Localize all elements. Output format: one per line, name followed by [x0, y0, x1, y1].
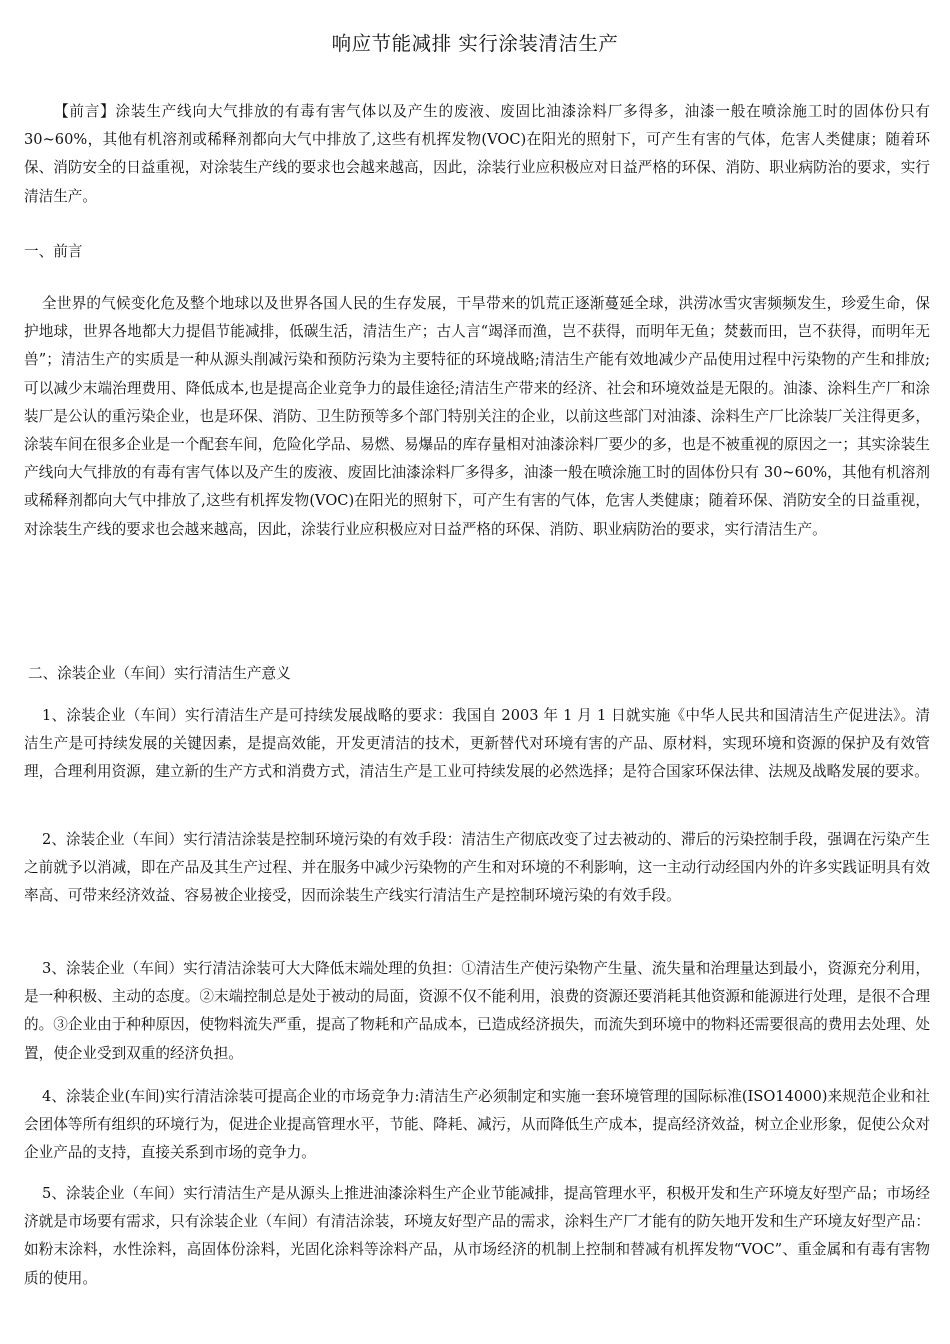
list-item: 2、涂装企业（车间）实行清洁涂装是控制环境污染的有效手段：清洁生产彻底改变了过去被动的、滞后的污染控制手段，强调在污染产生之前就予以消减，即在产品及其生产过程、并在服务中减少污染物的产生和对环境的不利影响，这一主动行动经国内外的许多实践证明具有效率高、可带来经济效益、容易被企业接受，因而涂装生产线实行清洁生产是控制环境污染的有效手段。 [24, 831, 930, 905]
list-item: 5、涂装企业（车间）实行清洁生产是从源头上推进油漆涂料生产企业节能减排，提高管理水平，积极开发和生产环境友好型产品；市场经济就是市场要有需求，只有涂装企业（车间）有清洁涂装，环境友好型产品的需求，涂料生产厂才能有的防矢地开发和生产环境友好型产品：如粉末涂料，水性涂料，高固体份涂料，光固化涂料等涂料产品，从市场经济的机制上控制和替减有机挥发物“VOC”、重金属和有毒有害物质的使用。 [24, 1185, 930, 1287]
list-item: 1、涂装企业（车间）实行清洁生产是可持续发展战略的要求：我国自 2003 年 1 月 1 日就实施《中华人民共和国清洁生产促进法》。清洁生产是可持续发展的关键因素，是提高效能，开发更清洁的技术，更新替代对环境有害的产品、原材料，实现环境和资源的保护及有效管理，合理利用资源，建立新的生产方式和消费方式，清洁生产是工业可持续发展的必然选择；是符合国家环保法律、法规及战略发展的要求。 [24, 707, 930, 781]
preface-label: 【前言】 [54, 103, 116, 120]
list-item: 3、涂装企业（车间）实行清洁涂装可大大降低末端处理的负担：①清洁生产使污染物产生量、流失量和治理量达到最小，资源充分利用，是一种积极、主动的态度。②末端控制总是处于被动的局面，资源不仅不能利用，浪费的资源还要消耗其他资源和能源进行处理，是很不合理的。③企业由于种种原因，使物料流失严重，提高了物耗和产品成本，已造成经济损失，而流失到环境中的物料还需要很高的费用去处理、处置，使企业受到双重的经济负担。 [24, 960, 930, 1062]
document-title: 响应节能减排 实行涂装清洁生产 [331, 32, 619, 55]
section-1-body: 全世界的气候变化危及整个地球以及世界各国人民的生存发展，干旱带来的饥荒正逐渐蔓延全球，洪涝冰雪灾害频频发生，珍爱生命，保护地球，世界各地都大力提倡节能减排，低碳生活，清洁生产；古人言“竭泽而渔，岂不获得，而明年无鱼；焚薮而田，岂不获得，而明年无兽”；清洁生产的实质是一种从源头削减污染和预防污染为主要特征的环境战略;清洁生产能有效地减少产品使用过程中污染物的产生和排放;可以减少末端治理费用、降低成本,也是提高企业竞争力的最佳途径;清洁生产带来的经济、社会和环境效益是无限的。油漆、涂料生产厂和涂装厂是公认的重污染企业，也是环保、消防、卫生防预等多个部门特别关注的企业，以前这些部门对油漆、涂料生产厂比涂装厂关注得更多，涂装车间在很多企业是一个配套车间，危险化学品、易燃、易爆品的库存量相对油漆涂料厂要少的多，也是不被重视的原因之一；其实涂装生产线向大气排放的有毒有害气体以及产生的废液、废固比油漆涂料厂多得多，油漆一般在喷涂施工时的固体份只有 30~60%，其他有机溶剂或稀释剂都向大气中排放了,这些有机挥发物(VOC)在阳光的照射下，可产生有害的气体，危害人类健康；随着环保、消防安全的日益重视，对涂装生产线的要求也会越来越高，因此，涂装行业应积极应对日益严格的环保、消防、职业病防治的要求，实行清洁生产。 [24, 295, 930, 538]
section-1-heading: 一、前言 [24, 243, 83, 260]
list-item: 4、涂装企业(车间)实行清洁涂装可提高企业的市场竞争力:清洁生产必须制定和实施一套环境管理的国际标准(ISO14000)来规范企业和社会团体等所有组织的环境行为，促进企业提高管理水平，节能、降耗、减污，从而降低生产成本，提高经济效益，树立企业形象，促使公众对企业产品的支持，直接关系到市场的竞争力。 [24, 1088, 930, 1162]
preface-text: 涂装生产线向大气排放的有毒有害气体以及产生的废液、废固比油漆涂料厂多得多，油漆一般在喷涂施工时的固体份只有 30~60%，其他有机溶剂或稀释剂都向大气中排放了,这些有机挥发物(VOC)在阳光的照射下，可产生有害的气体，危害人类健康；随着环保、消防安全的日益重视，对涂装生产线的要求也会越来越高，因此，涂装行业应积极应对日益严格的环保、消防、职业病防治的要求，实行清洁生产。 [24, 103, 930, 205]
section-2-heading: 二、涂装企业（车间）实行清洁生产意义 [28, 665, 291, 682]
preface-paragraph [24, 98, 930, 211]
